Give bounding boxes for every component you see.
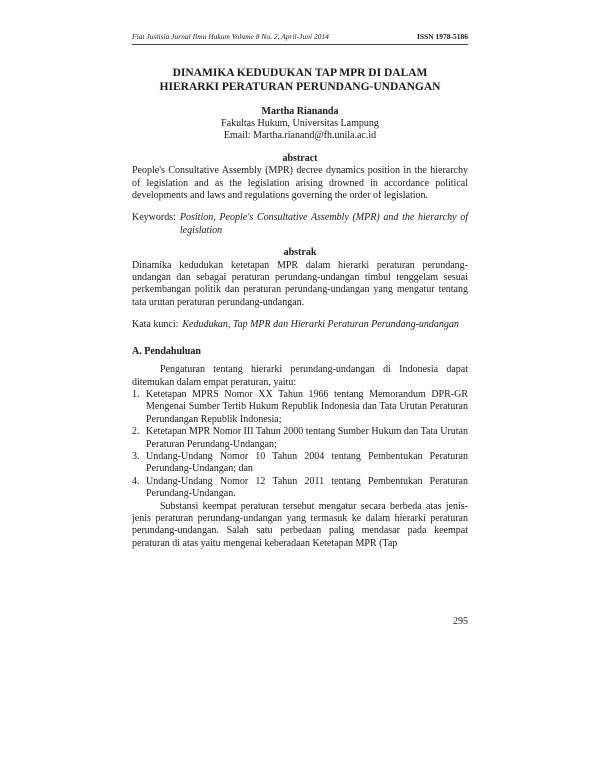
- abstract-text: People's Consultative Assembly (MPR) decree dynamics position in the hierarchy of legislation and as the legislation arising drowned in accordance political developments and laws and regulations governing the order of legislation.: [132, 165, 468, 202]
- list-text: Ketetapan MPRS Nomor XX Tahun 1966 tentang Memorandum DPR-GR Mengenai Sumber Tertib Hukum Republik Indonesia dan Tata Urutan Peraturan Perundangan Republik Indonesia;: [146, 388, 468, 425]
- list-item: [132, 476, 468, 501]
- second-paragraph: Substansi keempat peraturan tersebut mengatur secara berbeda atas jenis-jenis peraturan perundang-undangan yang termasuk ke dalam hierarki peraturan perundang-undangan. Salah satu perbedaan paling mendasar pada keempat peraturan di atas yaitu mengenai keberadaan Ketetapan MPR (Tap: [132, 500, 468, 549]
- journal-citation: Fiat Justisia Jurnal Ilmu Hukum Volume 8 No. 2, April-Juni 2014: [132, 32, 329, 41]
- list-number: 4.: [132, 475, 140, 487]
- list-item: [132, 451, 468, 476]
- kata-kunci-value: Kedudukan, Tap MPR dan Hierarki Peraturan Perundang-undangan: [182, 319, 459, 331]
- list-number: 2.: [132, 426, 140, 438]
- header-rule: [132, 44, 468, 45]
- list-text: Undang-Undang Nomor 12 Tahun 2011 tentang Pembentukan Peraturan Perundang-Undangan.: [146, 475, 468, 500]
- abstrak-heading: abstrak: [283, 247, 317, 259]
- keywords-label: Keywords:: [132, 212, 176, 224]
- article-title: [132, 66, 468, 94]
- section-heading: A. Pendahuluan: [132, 345, 201, 357]
- kata-kunci: [132, 319, 468, 331]
- list-item: [132, 389, 468, 426]
- author-name: Martha Riananda: [261, 106, 339, 117]
- intro-paragraph: Pengaturan tentang hierarki perundang-undangan di Indonesia dapat ditemukan dalam empat peraturan, yaitu:: [132, 364, 468, 388]
- list-number: 1.: [132, 388, 140, 400]
- article-body: [132, 66, 468, 550]
- title-line-2: HIERARKI PERATURAN PERUNDANG-UNDANGAN: [159, 81, 441, 93]
- list-text: Undang-Undang Nomor 10 Tahun 2004 tentang Pembentukan Peraturan Perundang-Undangan; dan: [146, 450, 468, 475]
- author-email: Email: Martha.rianand@fh.unila.ac.id: [223, 130, 377, 142]
- list-text: Ketetapan MPR Nomor III Tahun 2000 tentang Sumber Hukum dan Tata Urutan Peraturan Perundang-Undangan;: [146, 426, 468, 450]
- keywords: [132, 212, 468, 237]
- title-line-1: DINAMIKA KEDUDUKAN TAP MPR DI DALAM: [172, 67, 428, 79]
- page-number: 295: [453, 616, 468, 627]
- kata-kunci-label: Kata kunci:: [132, 319, 179, 331]
- keywords-value: Position, People's Consultative Assembly (MPR) and the hierarchy of legislation: [179, 212, 468, 236]
- regulation-list: [132, 389, 468, 501]
- abstract-heading: abstract: [282, 152, 318, 164]
- author-affiliation: Fakultas Hukum, Universitas Lampung: [221, 118, 379, 129]
- list-number: 3.: [132, 450, 140, 462]
- issn: ISSN 1978-5186: [416, 32, 468, 41]
- abstrak-text: Dinamika kedudukan ketetapan MPR dalam hierarki peraturan perundang-undangan dan sebagai peraturan perundang-undangan timbul tenggelam sesuai perkembangan politik dan peraturan perundang-undangan yang mengatur tentang tata urutan peraturan perundang-undangan.: [132, 259, 468, 308]
- list-item: [132, 426, 468, 451]
